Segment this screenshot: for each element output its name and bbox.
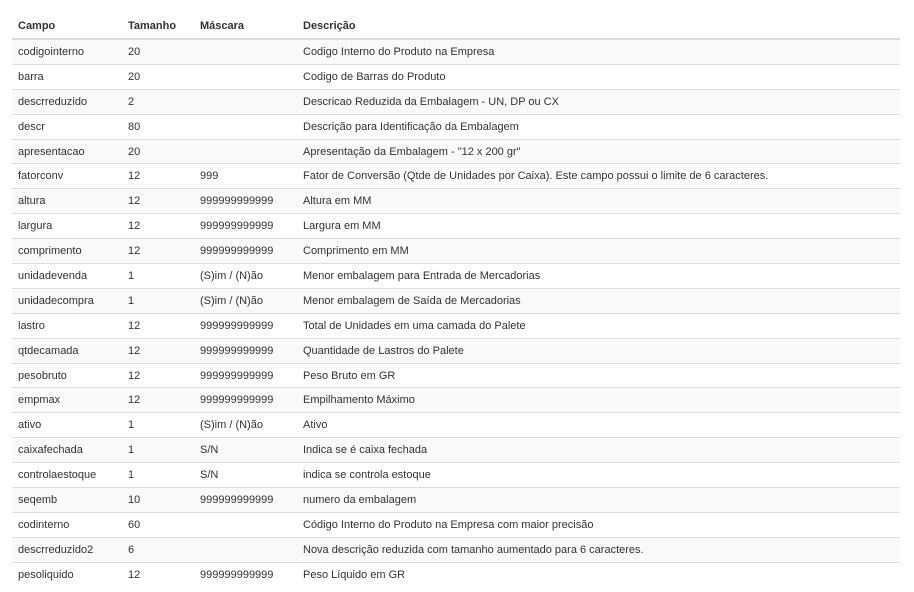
cell-mascara: S/N	[194, 463, 297, 488]
cell-mascara	[194, 537, 297, 562]
cell-descricao: Total de Unidades em uma camada do Palete	[297, 313, 900, 338]
cell-descricao: Nova descrição reduzida com tamanho aumentado para 6 caracteres.	[297, 537, 900, 562]
cell-descricao: Peso Líquido em GR	[297, 562, 900, 586]
cell-campo: largura	[12, 214, 122, 239]
table-row	[12, 438, 900, 463]
cell-tamanho: 12	[122, 363, 194, 388]
table-row	[12, 214, 900, 239]
header-mascara: Máscara	[194, 14, 297, 39]
cell-mascara: 999999999999	[194, 363, 297, 388]
table-row	[12, 388, 900, 413]
cell-mascara	[194, 139, 297, 164]
cell-campo: fatorconv	[12, 164, 122, 189]
table-row	[12, 114, 900, 139]
cell-mascara	[194, 512, 297, 537]
cell-mascara	[194, 64, 297, 89]
cell-mascara: 999999999999	[194, 313, 297, 338]
table-row	[12, 413, 900, 438]
cell-campo: seqemb	[12, 488, 122, 513]
table-row	[12, 463, 900, 488]
cell-tamanho: 1	[122, 438, 194, 463]
cell-descricao: Ativo	[297, 413, 900, 438]
cell-tamanho: 20	[122, 64, 194, 89]
cell-tamanho: 12	[122, 562, 194, 586]
cell-descricao: Fator de Conversão (Qtde de Unidades por Caixa). Este campo possui o limite de 6 caracteres.	[297, 164, 900, 189]
table-row	[12, 488, 900, 513]
cell-tamanho: 12	[122, 239, 194, 264]
cell-mascara: 999999999999	[194, 338, 297, 363]
cell-mascara: 999999999999	[194, 239, 297, 264]
table-row	[12, 288, 900, 313]
cell-tamanho: 1	[122, 288, 194, 313]
cell-campo: descrreduzido2	[12, 537, 122, 562]
table-row	[12, 512, 900, 537]
cell-tamanho: 12	[122, 388, 194, 413]
cell-campo: descr	[12, 114, 122, 139]
cell-campo: codinterno	[12, 512, 122, 537]
table-row	[12, 139, 900, 164]
cell-mascara: 999999999999	[194, 488, 297, 513]
table-header-row	[12, 14, 900, 39]
cell-mascara: 999	[194, 164, 297, 189]
cell-tamanho: 12	[122, 313, 194, 338]
cell-mascara: 999999999999	[194, 189, 297, 214]
cell-campo: barra	[12, 64, 122, 89]
table-row	[12, 39, 900, 64]
field-table	[12, 14, 900, 587]
cell-campo: unidadevenda	[12, 264, 122, 289]
table-row	[12, 264, 900, 289]
cell-descricao: Descricao Reduzida da Embalagem - UN, DP ou CX	[297, 89, 900, 114]
cell-tamanho: 20	[122, 139, 194, 164]
table-row	[12, 64, 900, 89]
cell-tamanho: 1	[122, 264, 194, 289]
header-campo: Campo	[12, 14, 122, 39]
cell-campo: pesoliquido	[12, 562, 122, 586]
cell-tamanho: 20	[122, 39, 194, 64]
cell-campo: pesobruto	[12, 363, 122, 388]
cell-mascara: 999999999999	[194, 214, 297, 239]
cell-descricao: Indica se é caixa fechada	[297, 438, 900, 463]
cell-descricao: Peso Bruto em GR	[297, 363, 900, 388]
cell-tamanho: 1	[122, 413, 194, 438]
cell-descricao: Menor embalagem para Entrada de Mercadorias	[297, 264, 900, 289]
table-row	[12, 537, 900, 562]
cell-mascara: (S)im / (N)ão	[194, 413, 297, 438]
cell-descricao: numero da embalagem	[297, 488, 900, 513]
cell-descricao: Comprimento em MM	[297, 239, 900, 264]
cell-mascara	[194, 39, 297, 64]
cell-descricao: Empilhamento Máximo	[297, 388, 900, 413]
cell-campo: lastro	[12, 313, 122, 338]
cell-campo: empmax	[12, 388, 122, 413]
cell-campo: caixafechada	[12, 438, 122, 463]
table-row	[12, 363, 900, 388]
header-tamanho: Tamanho	[122, 14, 194, 39]
cell-descricao: Altura em MM	[297, 189, 900, 214]
cell-descricao: Quantidade de Lastros do Palete	[297, 338, 900, 363]
cell-descricao: Menor embalagem de Saída de Mercadorias	[297, 288, 900, 313]
cell-descricao: Largura em MM	[297, 214, 900, 239]
cell-campo: unidadecompra	[12, 288, 122, 313]
cell-campo: qtdecamada	[12, 338, 122, 363]
table-row	[12, 164, 900, 189]
table-row	[12, 562, 900, 586]
table-row	[12, 313, 900, 338]
cell-tamanho: 80	[122, 114, 194, 139]
cell-campo: altura	[12, 189, 122, 214]
cell-tamanho: 1	[122, 463, 194, 488]
cell-mascara	[194, 114, 297, 139]
cell-mascara: (S)im / (N)ão	[194, 288, 297, 313]
cell-descricao: Codigo Interno do Produto na Empresa	[297, 39, 900, 64]
cell-mascara: 999999999999	[194, 562, 297, 586]
cell-campo: controlaestoque	[12, 463, 122, 488]
table-row	[12, 89, 900, 114]
cell-mascara	[194, 89, 297, 114]
cell-tamanho: 12	[122, 338, 194, 363]
cell-campo: apresentacao	[12, 139, 122, 164]
cell-campo: ativo	[12, 413, 122, 438]
cell-mascara: S/N	[194, 438, 297, 463]
cell-descricao: Código Interno do Produto na Empresa com maior precisão	[297, 512, 900, 537]
cell-campo: comprimento	[12, 239, 122, 264]
table-row	[12, 338, 900, 363]
cell-descricao: Descrição para Identificação da Embalagem	[297, 114, 900, 139]
table-row	[12, 189, 900, 214]
cell-tamanho: 12	[122, 214, 194, 239]
field-table-container	[12, 14, 900, 587]
cell-mascara: (S)im / (N)ão	[194, 264, 297, 289]
cell-mascara: 999999999999	[194, 388, 297, 413]
cell-tamanho: 12	[122, 189, 194, 214]
cell-tamanho: 60	[122, 512, 194, 537]
cell-tamanho: 10	[122, 488, 194, 513]
cell-descricao: Apresentação da Embalagem - "12 x 200 gr"	[297, 139, 900, 164]
cell-tamanho: 12	[122, 164, 194, 189]
header-descricao: Descrição	[297, 14, 900, 39]
cell-campo: descrreduzido	[12, 89, 122, 114]
cell-descricao: indica se controla estoque	[297, 463, 900, 488]
cell-campo: codigointerno	[12, 39, 122, 64]
cell-descricao: Codigo de Barras do Produto	[297, 64, 900, 89]
table-row	[12, 239, 900, 264]
cell-tamanho: 2	[122, 89, 194, 114]
cell-tamanho: 6	[122, 537, 194, 562]
table-body	[12, 39, 900, 587]
